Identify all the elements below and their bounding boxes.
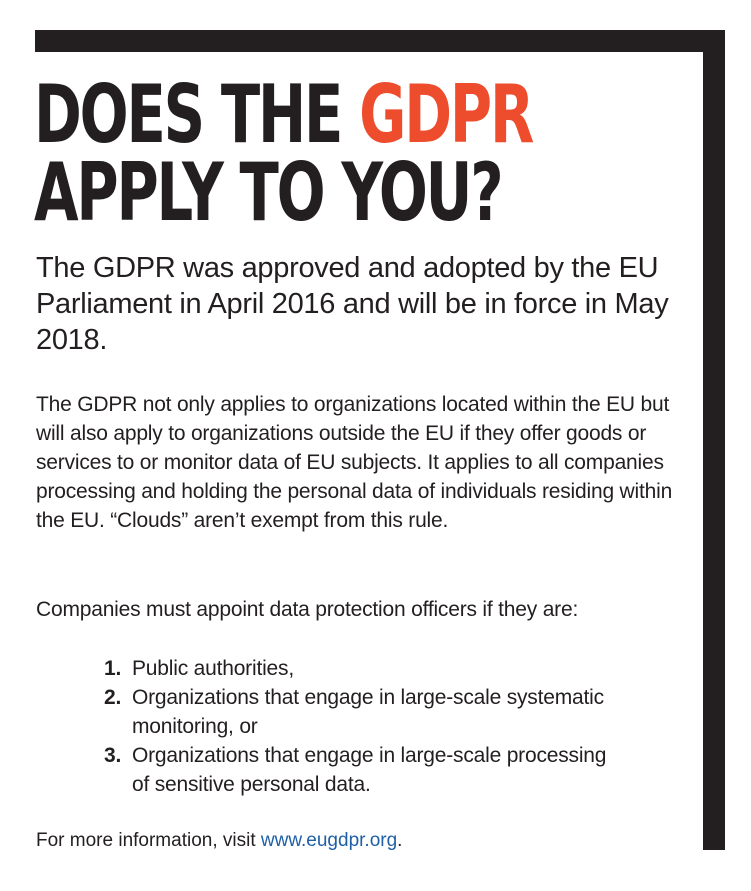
footer-prefix: For more information, visit xyxy=(36,830,261,851)
list-item-number: 1. xyxy=(104,657,122,680)
list-item xyxy=(104,654,624,683)
footer-suffix: . xyxy=(397,830,403,851)
list-item-text: Public authorities, xyxy=(132,657,294,680)
headline-prefix: DOES THE xyxy=(34,68,360,161)
list-item-number: 3. xyxy=(104,744,122,767)
headline xyxy=(34,68,533,239)
headline-accent: GDPR xyxy=(359,68,533,161)
officer-list xyxy=(104,654,624,799)
frame-top-bar xyxy=(35,30,725,52)
list-item-text: Organizations that engage in large-scale processing of sensitive personal data. xyxy=(132,744,607,796)
footer-note xyxy=(36,828,402,854)
eugdpr-link[interactable]: www.eugdpr.org xyxy=(260,830,398,851)
headline-line2: APPLY TO YOU? xyxy=(34,146,502,239)
list-item-text: Organizations that engage in large-scale systematic monitoring, or xyxy=(132,686,604,738)
officers-intro: Companies must appoint data protection officers if they are: xyxy=(36,598,579,621)
list-item-number: 2. xyxy=(104,686,122,709)
list-item xyxy=(104,741,624,799)
lead-paragraph: The GDPR was approved and adopted by the EU Parliament in April 2016 and will be in force in May 2018. xyxy=(36,252,669,356)
body-paragraph: The GDPR not only applies to organizations located within the EU but will also apply to organizations outside the EU if they offer goods or services to or monitor data of EU subjects. It applies to all companies processing and holding the personal data of individuals residing within the EU. “Clouds” aren’t exempt from this rule. xyxy=(36,393,673,532)
frame-right-bar xyxy=(703,30,725,850)
list-item xyxy=(104,683,624,741)
